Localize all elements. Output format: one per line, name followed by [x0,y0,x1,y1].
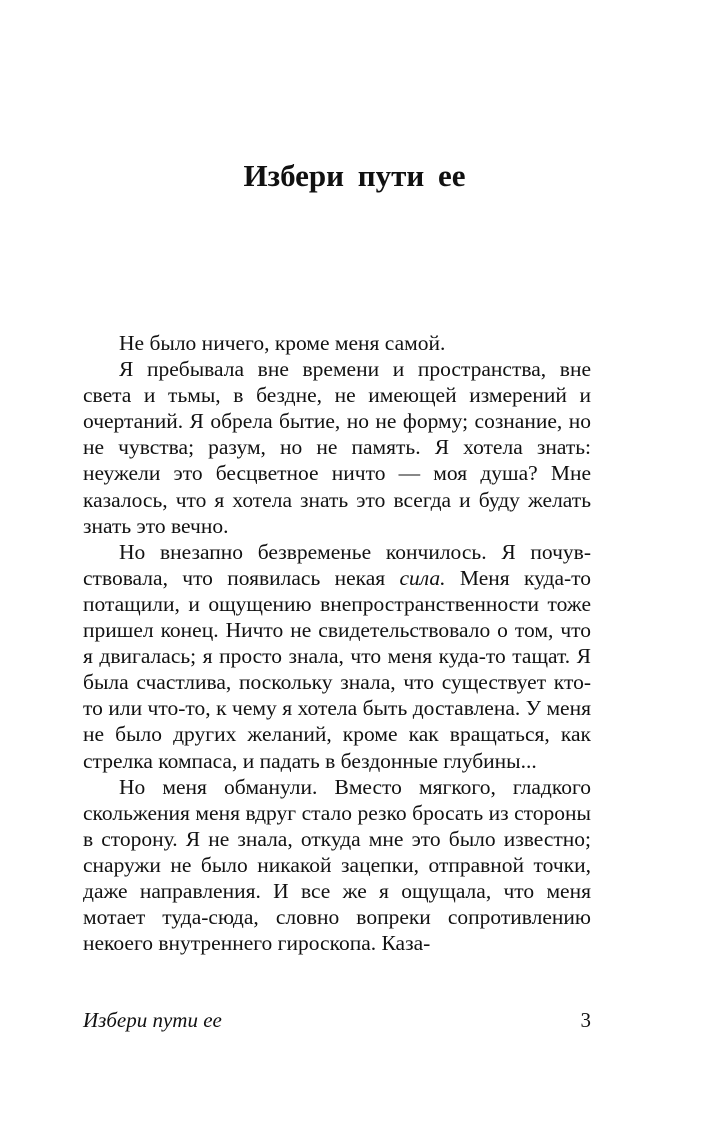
paragraph-3-part-1: Но внезапно безвременье кончилось. Я почувствовала, что появилась некая [83,539,591,590]
chapter-title: Избери пути ее [243,158,466,193]
paragraph-1: Не было ничего, кроме меня самой. [119,331,446,355]
running-title: Избери пути ее [83,1008,222,1032]
body-text [83,330,591,956]
paragraph-2: Я пребывала вне времени и пространства, вне света и тьмы, в бездне, не имеющей измерений и очертаний. Я обрела бытие, но не форму; сознание, но не чувства; разум, но не память. Я хотела знать: неужели это бесцветное ничто — моя душа? Мне казалось, что я хотела знать это всегда и буду желать знать это вечно. [83,357,591,538]
emphasized-word: сила. [399,565,446,590]
paragraph-3-part-2: Меня куда-то потащили, и ощущению внепространственности тоже пришел конец. Ничто не свидетельствовало о том, что я двигалась; я просто знала, что меня куда-то тащат. Я была счастлива, поскольку знала, что существует кто-то или что-то, к чему я хотела быть доставлена. У меня не было других желаний, кроме как вращаться, как стрелка компаса, и падать в бездонные глубины... [83,565,592,773]
running-footer [83,1008,591,1038]
page-number: 3 [580,1008,591,1032]
paragraph-4: Но меня обманули. Вместо мягкого, гладкого скольжения меня вдруг стало резко бросать из стороны в сторону. Я не знала, откуда мне это было известно; снаружи не было никакой зацепки, отправной точки, даже направления. И все же я ощущала, что меня мотает туда-сюда, словно вопреки сопротивлению некоего внутреннего гироскопа. Каза- [83,774,591,956]
paragraph-3 [83,539,591,774]
